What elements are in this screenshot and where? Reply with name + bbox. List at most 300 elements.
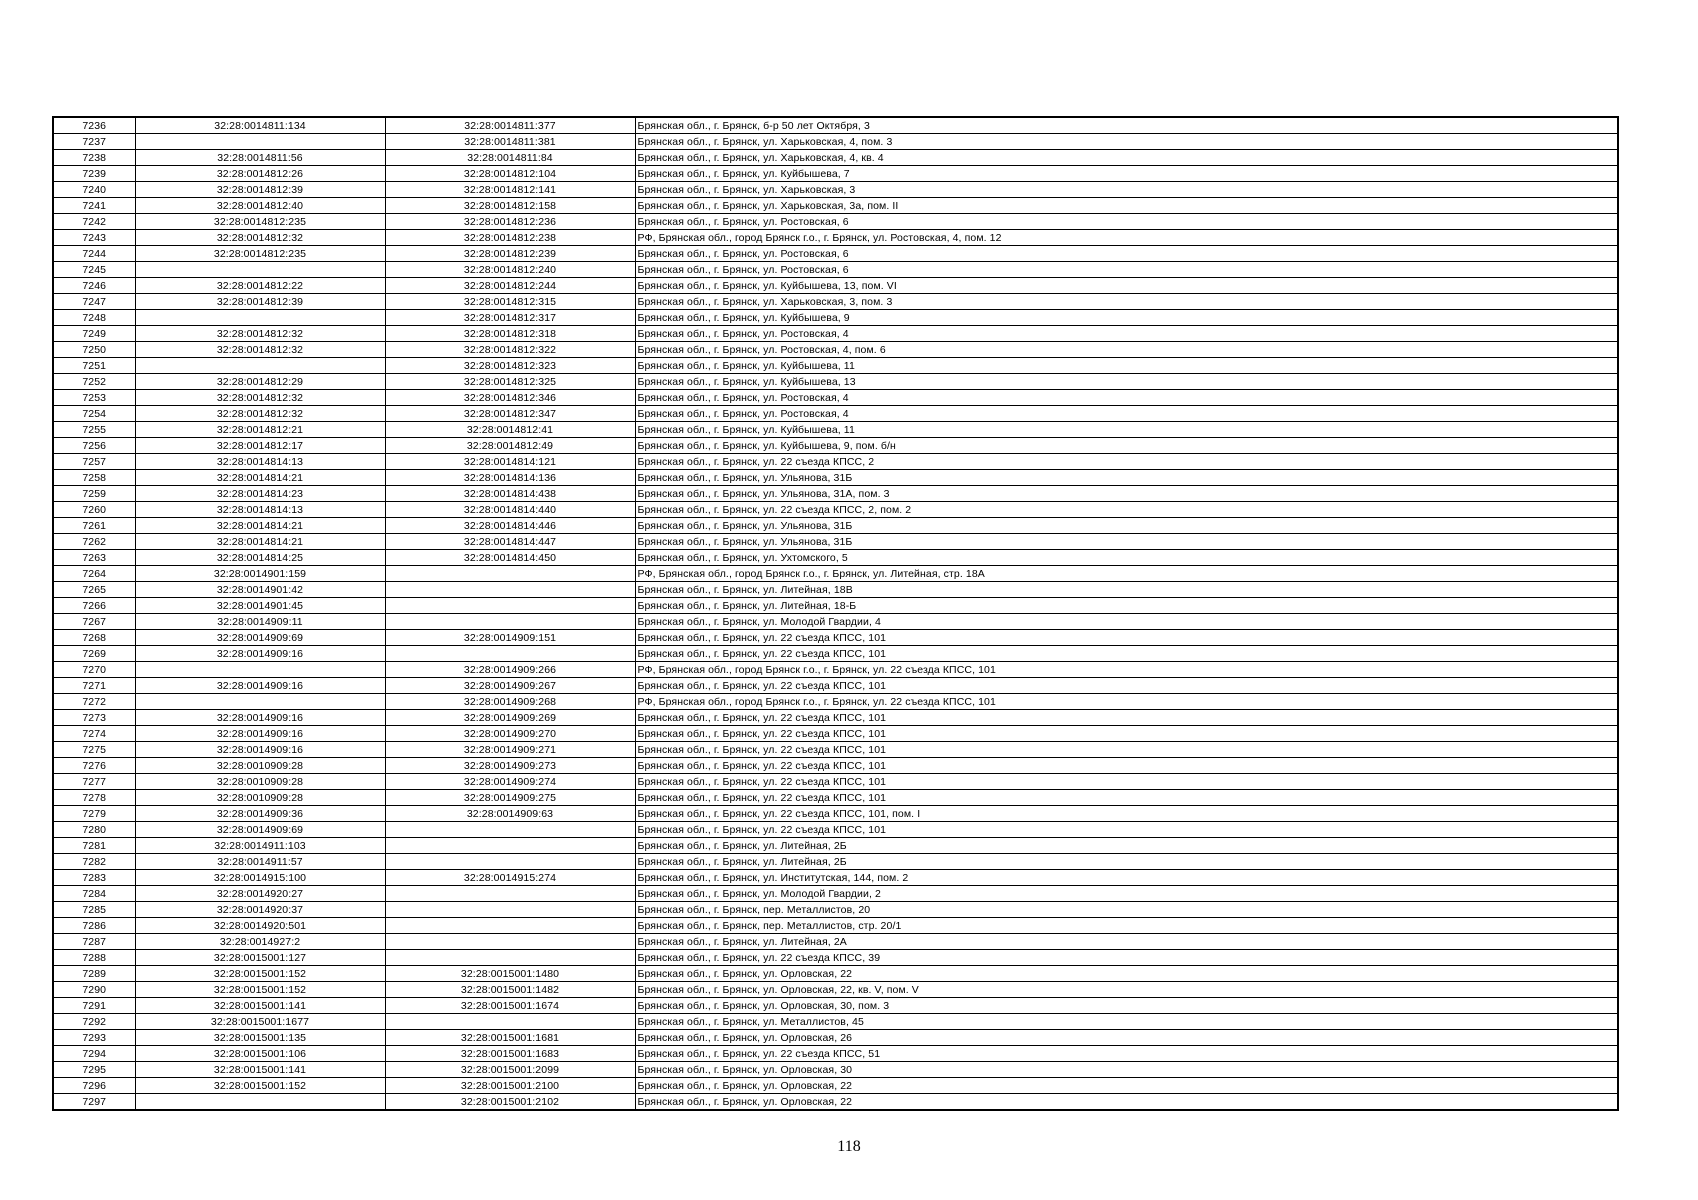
object-number-cell: 32:28:0014812:315 xyxy=(385,294,635,310)
address-cell: Брянская обл., г. Брянск, ул. Ульянова, 31А, пом. 3 xyxy=(635,486,1618,502)
address-cell: Брянская обл., г. Брянск, ул. 22 съезда КПСС, 101 xyxy=(635,646,1618,662)
parcel-number-cell: 32:28:0014909:16 xyxy=(135,710,385,726)
address-cell: Брянская обл., г. Брянск, ул. 22 съезда КПСС, 101 xyxy=(635,630,1618,646)
table-row xyxy=(53,406,1618,422)
object-number-cell: 32:28:0014812:317 xyxy=(385,310,635,326)
parcel-number-cell: 32:28:0014812:235 xyxy=(135,214,385,230)
object-number-cell: 32:28:0014811:377 xyxy=(385,117,635,134)
row-number-cell: 7270 xyxy=(53,662,135,678)
object-number-cell: 32:28:0014811:381 xyxy=(385,134,635,150)
table-row xyxy=(53,854,1618,870)
object-number-cell: 32:28:0015001:1683 xyxy=(385,1046,635,1062)
object-number-cell: 32:28:0014812:238 xyxy=(385,230,635,246)
row-number-cell: 7251 xyxy=(53,358,135,374)
object-number-cell: 32:28:0014909:266 xyxy=(385,662,635,678)
table-row xyxy=(53,1046,1618,1062)
table-row xyxy=(53,838,1618,854)
row-number-cell: 7257 xyxy=(53,454,135,470)
row-number-cell: 7292 xyxy=(53,1014,135,1030)
address-cell: Брянская обл., г. Брянск, ул. Харьковская, 3 xyxy=(635,182,1618,198)
parcel-number-cell: 32:28:0014812:32 xyxy=(135,342,385,358)
table-row xyxy=(53,646,1618,662)
table-row xyxy=(53,790,1618,806)
row-number-cell: 7264 xyxy=(53,566,135,582)
parcel-number-cell: 32:28:0014901:42 xyxy=(135,582,385,598)
parcel-number-cell: 32:28:0014811:134 xyxy=(135,117,385,134)
address-cell: Брянская обл., г. Брянск, ул. Куйбышева, 9 xyxy=(635,310,1618,326)
object-number-cell: 32:28:0015001:1681 xyxy=(385,1030,635,1046)
object-number-cell: 32:28:0014814:440 xyxy=(385,502,635,518)
parcel-number-cell: 32:28:0014901:45 xyxy=(135,598,385,614)
table-row xyxy=(53,662,1618,678)
parcel-number-cell: 32:28:0014927:2 xyxy=(135,934,385,950)
object-number-cell: 32:28:0014909:274 xyxy=(385,774,635,790)
parcel-number-cell: 32:28:0015001:127 xyxy=(135,950,385,966)
object-number-cell xyxy=(385,598,635,614)
row-number-cell: 7272 xyxy=(53,694,135,710)
address-cell: Брянская обл., г. Брянск, ул. Ростовская, 4 xyxy=(635,326,1618,342)
parcel-number-cell: 32:28:0010909:28 xyxy=(135,774,385,790)
address-cell: Брянская обл., г. Брянск, ул. 22 съезда КПСС, 101 xyxy=(635,726,1618,742)
address-cell: Брянская обл., г. Брянск, б-р 50 лет Октября, 3 xyxy=(635,117,1618,134)
object-number-cell: 32:28:0015001:1480 xyxy=(385,966,635,982)
row-number-cell: 7242 xyxy=(53,214,135,230)
row-number-cell: 7252 xyxy=(53,374,135,390)
page-number: 118 xyxy=(837,1138,861,1155)
object-number-cell: 32:28:0014812:240 xyxy=(385,262,635,278)
object-number-cell: 32:28:0014909:63 xyxy=(385,806,635,822)
table-row xyxy=(53,1094,1618,1111)
table-row xyxy=(53,310,1618,326)
row-number-cell: 7280 xyxy=(53,822,135,838)
table-row xyxy=(53,278,1618,294)
parcel-number-cell: 32:28:0014909:36 xyxy=(135,806,385,822)
parcel-number-cell: 32:28:0014909:16 xyxy=(135,646,385,662)
address-cell: Брянская обл., г. Брянск, ул. 22 съезда КПСС, 101 xyxy=(635,758,1618,774)
address-cell: Брянская обл., г. Брянск, ул. Куйбышева, 11 xyxy=(635,358,1618,374)
table-row xyxy=(53,150,1618,166)
address-cell: Брянская обл., г. Брянск, ул. Институтская, 144, пом. 2 xyxy=(635,870,1618,886)
object-number-cell: 32:28:0014909:268 xyxy=(385,694,635,710)
parcel-number-cell: 32:28:0014909:69 xyxy=(135,822,385,838)
address-cell: Брянская обл., г. Брянск, ул. Ростовская, 4, пом. 6 xyxy=(635,342,1618,358)
parcel-number-cell: 32:28:0014812:32 xyxy=(135,326,385,342)
address-cell: РФ, Брянская обл., город Брянск г.о., г. Брянск, ул. Литейная, стр. 18А xyxy=(635,566,1618,582)
row-number-cell: 7294 xyxy=(53,1046,135,1062)
row-number-cell: 7240 xyxy=(53,182,135,198)
parcel-number-cell: 32:28:0014812:39 xyxy=(135,182,385,198)
object-number-cell: 32:28:0014814:446 xyxy=(385,518,635,534)
row-number-cell: 7279 xyxy=(53,806,135,822)
address-cell: Брянская обл., г. Брянск, ул. Куйбышева, 13 xyxy=(635,374,1618,390)
address-cell: Брянская обл., г. Брянск, ул. 22 съезда КПСС, 101 xyxy=(635,710,1618,726)
parcel-number-cell: 32:28:0010909:28 xyxy=(135,758,385,774)
table-row xyxy=(53,582,1618,598)
parcel-number-cell: 32:28:0014920:27 xyxy=(135,886,385,902)
address-cell: Брянская обл., г. Брянск, ул. Орловская, 22 xyxy=(635,966,1618,982)
object-number-cell xyxy=(385,838,635,854)
row-number-cell: 7278 xyxy=(53,790,135,806)
parcel-number-cell: 32:28:0015001:152 xyxy=(135,982,385,998)
row-number-cell: 7282 xyxy=(53,854,135,870)
object-number-cell: 32:28:0014812:346 xyxy=(385,390,635,406)
parcel-number-cell: 32:28:0014812:32 xyxy=(135,390,385,406)
table-row xyxy=(53,726,1618,742)
table-row xyxy=(53,710,1618,726)
parcel-number-cell: 32:28:0014911:103 xyxy=(135,838,385,854)
row-number-cell: 7236 xyxy=(53,117,135,134)
row-number-cell: 7297 xyxy=(53,1094,135,1111)
table-row xyxy=(53,950,1618,966)
table-row xyxy=(53,502,1618,518)
parcel-number-cell: 32:28:0014909:16 xyxy=(135,742,385,758)
row-number-cell: 7249 xyxy=(53,326,135,342)
parcel-number-cell: 32:28:0014812:235 xyxy=(135,246,385,262)
row-number-cell: 7293 xyxy=(53,1030,135,1046)
object-number-cell xyxy=(385,614,635,630)
object-number-cell xyxy=(385,582,635,598)
address-cell: Брянская обл., г. Брянск, ул. 22 съезда КПСС, 101 xyxy=(635,822,1618,838)
parcel-number-cell: 32:28:0014920:501 xyxy=(135,918,385,934)
address-cell: Брянская обл., г. Брянск, ул. 22 съезда КПСС, 101, пом. I xyxy=(635,806,1618,822)
parcel-number-cell xyxy=(135,358,385,374)
table-row xyxy=(53,230,1618,246)
table-row xyxy=(53,678,1618,694)
parcel-number-cell: 32:28:0014812:29 xyxy=(135,374,385,390)
object-number-cell: 32:28:0015001:1482 xyxy=(385,982,635,998)
table-row xyxy=(53,902,1618,918)
object-number-cell: 32:28:0015001:2100 xyxy=(385,1078,635,1094)
parcel-number-cell: 32:28:0014911:57 xyxy=(135,854,385,870)
address-cell: РФ, Брянская обл., город Брянск г.о., г. Брянск, ул. Ростовская, 4, пом. 12 xyxy=(635,230,1618,246)
row-number-cell: 7288 xyxy=(53,950,135,966)
table-row xyxy=(53,390,1618,406)
address-cell: Брянская обл., г. Брянск, ул. 22 съезда КПСС, 39 xyxy=(635,950,1618,966)
table-row xyxy=(53,774,1618,790)
table-row xyxy=(53,294,1618,310)
object-number-cell: 32:28:0014909:273 xyxy=(385,758,635,774)
object-number-cell xyxy=(385,854,635,870)
object-number-cell xyxy=(385,950,635,966)
parcel-number-cell: 32:28:0014814:21 xyxy=(135,534,385,550)
table-row xyxy=(53,630,1618,646)
parcel-number-cell: 32:28:0014812:17 xyxy=(135,438,385,454)
address-cell: Брянская обл., г. Брянск, ул. Ухтомского, 5 xyxy=(635,550,1618,566)
row-number-cell: 7244 xyxy=(53,246,135,262)
row-number-cell: 7296 xyxy=(53,1078,135,1094)
parcel-number-cell: 32:28:0014812:26 xyxy=(135,166,385,182)
row-number-cell: 7290 xyxy=(53,982,135,998)
row-number-cell: 7245 xyxy=(53,262,135,278)
registry-table xyxy=(52,116,1619,1111)
parcel-number-cell xyxy=(135,694,385,710)
table-row xyxy=(53,598,1618,614)
address-cell: Брянская обл., г. Брянск, ул. Орловская, 22, кв. V, пом. V xyxy=(635,982,1618,998)
address-cell: Брянская обл., г. Брянск, ул. Литейная, 2А xyxy=(635,934,1618,950)
row-number-cell: 7276 xyxy=(53,758,135,774)
address-cell: Брянская обл., г. Брянск, ул. Ростовская, 6 xyxy=(635,246,1618,262)
table-row xyxy=(53,198,1618,214)
registry-table-body xyxy=(53,117,1618,1110)
address-cell: Брянская обл., г. Брянск, ул. 22 съезда КПСС, 2, пом. 2 xyxy=(635,502,1618,518)
address-cell: Брянская обл., г. Брянск, ул. Ульянова, 31Б xyxy=(635,534,1618,550)
parcel-number-cell: 32:28:0014909:16 xyxy=(135,678,385,694)
registry-table-container xyxy=(52,116,1619,1111)
row-number-cell: 7259 xyxy=(53,486,135,502)
object-number-cell xyxy=(385,566,635,582)
parcel-number-cell: 32:28:0014812:40 xyxy=(135,198,385,214)
table-row xyxy=(53,694,1618,710)
row-number-cell: 7263 xyxy=(53,550,135,566)
parcel-number-cell: 32:28:0015001:141 xyxy=(135,1062,385,1078)
address-cell: Брянская обл., г. Брянск, ул. Молодой Гвардии, 4 xyxy=(635,614,1618,630)
parcel-number-cell: 32:28:0014920:37 xyxy=(135,902,385,918)
address-cell: Брянская обл., г. Брянск, ул. Харьковская, 4, пом. 3 xyxy=(635,134,1618,150)
row-number-cell: 7266 xyxy=(53,598,135,614)
table-row xyxy=(53,518,1618,534)
address-cell: Брянская обл., г. Брянск, ул. Литейная, 18В xyxy=(635,582,1618,598)
table-row xyxy=(53,182,1618,198)
row-number-cell: 7241 xyxy=(53,198,135,214)
row-number-cell: 7286 xyxy=(53,918,135,934)
parcel-number-cell: 32:28:0014909:11 xyxy=(135,614,385,630)
object-number-cell xyxy=(385,934,635,950)
row-number-cell: 7289 xyxy=(53,966,135,982)
object-number-cell: 32:28:0014812:158 xyxy=(385,198,635,214)
row-number-cell: 7285 xyxy=(53,902,135,918)
parcel-number-cell: 32:28:0014814:21 xyxy=(135,470,385,486)
row-number-cell: 7295 xyxy=(53,1062,135,1078)
table-row xyxy=(53,918,1618,934)
address-cell: Брянская обл., г. Брянск, ул. Орловская, 22 xyxy=(635,1094,1618,1111)
row-number-cell: 7274 xyxy=(53,726,135,742)
object-number-cell xyxy=(385,918,635,934)
row-number-cell: 7255 xyxy=(53,422,135,438)
address-cell: Брянская обл., г. Брянск, пер. Металлистов, 20 xyxy=(635,902,1618,918)
table-row xyxy=(53,326,1618,342)
parcel-number-cell xyxy=(135,1094,385,1111)
parcel-number-cell: 32:28:0014814:13 xyxy=(135,502,385,518)
parcel-number-cell: 32:28:0014814:13 xyxy=(135,454,385,470)
row-number-cell: 7247 xyxy=(53,294,135,310)
table-row xyxy=(53,534,1618,550)
table-row xyxy=(53,758,1618,774)
object-number-cell: 32:28:0014812:244 xyxy=(385,278,635,294)
parcel-number-cell: 32:28:0014812:22 xyxy=(135,278,385,294)
row-number-cell: 7281 xyxy=(53,838,135,854)
address-cell: Брянская обл., г. Брянск, ул. Ростовская, 4 xyxy=(635,406,1618,422)
object-number-cell: 32:28:0014812:49 xyxy=(385,438,635,454)
table-row xyxy=(53,742,1618,758)
parcel-number-cell: 32:28:0014814:25 xyxy=(135,550,385,566)
row-number-cell: 7256 xyxy=(53,438,135,454)
object-number-cell: 32:28:0014814:121 xyxy=(385,454,635,470)
row-number-cell: 7291 xyxy=(53,998,135,1014)
object-number-cell: 32:28:0014909:270 xyxy=(385,726,635,742)
object-number-cell: 32:28:0014909:271 xyxy=(385,742,635,758)
table-row xyxy=(53,134,1618,150)
address-cell: Брянская обл., г. Брянск, ул. Молодой Гвардии, 2 xyxy=(635,886,1618,902)
object-number-cell: 32:28:0014812:325 xyxy=(385,374,635,390)
row-number-cell: 7239 xyxy=(53,166,135,182)
object-number-cell: 32:28:0014814:136 xyxy=(385,470,635,486)
table-row xyxy=(53,342,1618,358)
address-cell: Брянская обл., г. Брянск, ул. Ростовская, 6 xyxy=(635,262,1618,278)
address-cell: Брянская обл., г. Брянск, ул. Ростовская, 4 xyxy=(635,390,1618,406)
row-number-cell: 7267 xyxy=(53,614,135,630)
parcel-number-cell xyxy=(135,662,385,678)
address-cell: Брянская обл., г. Брянск, ул. Ростовская, 6 xyxy=(635,214,1618,230)
object-number-cell: 32:28:0014814:438 xyxy=(385,486,635,502)
table-row xyxy=(53,358,1618,374)
table-row xyxy=(53,422,1618,438)
table-row xyxy=(53,614,1618,630)
table-row xyxy=(53,438,1618,454)
table-row xyxy=(53,166,1618,182)
table-row xyxy=(53,822,1618,838)
address-cell: Брянская обл., г. Брянск, ул. 22 съезда КПСС, 101 xyxy=(635,742,1618,758)
object-number-cell: 32:28:0014812:104 xyxy=(385,166,635,182)
row-number-cell: 7262 xyxy=(53,534,135,550)
object-number-cell xyxy=(385,822,635,838)
table-row xyxy=(53,1014,1618,1030)
row-number-cell: 7238 xyxy=(53,150,135,166)
address-cell: Брянская обл., г. Брянск, ул. Орловская, 30, пом. 3 xyxy=(635,998,1618,1014)
address-cell: Брянская обл., г. Брянск, ул. Орловская, 30 xyxy=(635,1062,1618,1078)
address-cell: Брянская обл., г. Брянск, ул. 22 съезда КПСС, 101 xyxy=(635,790,1618,806)
row-number-cell: 7265 xyxy=(53,582,135,598)
address-cell: Брянская обл., г. Брянск, ул. Ульянова, 31Б xyxy=(635,470,1618,486)
parcel-number-cell: 32:28:0014814:23 xyxy=(135,486,385,502)
row-number-cell: 7275 xyxy=(53,742,135,758)
parcel-number-cell: 32:28:0014814:21 xyxy=(135,518,385,534)
object-number-cell: 32:28:0015001:1674 xyxy=(385,998,635,1014)
object-number-cell: 32:28:0014812:347 xyxy=(385,406,635,422)
table-row xyxy=(53,550,1618,566)
parcel-number-cell: 32:28:0014915:100 xyxy=(135,870,385,886)
address-cell: Брянская обл., г. Брянск, ул. Литейная, 2Б xyxy=(635,838,1618,854)
table-row xyxy=(53,117,1618,134)
object-number-cell: 32:28:0014909:275 xyxy=(385,790,635,806)
table-row xyxy=(53,934,1618,950)
row-number-cell: 7273 xyxy=(53,710,135,726)
address-cell: Брянская обл., г. Брянск, ул. Куйбышева, 13, пом. VI xyxy=(635,278,1618,294)
row-number-cell: 7269 xyxy=(53,646,135,662)
object-number-cell xyxy=(385,646,635,662)
table-row xyxy=(53,470,1618,486)
address-cell: Брянская обл., г. Брянск, ул. Харьковская, 3, пом. 3 xyxy=(635,294,1618,310)
table-row xyxy=(53,1062,1618,1078)
parcel-number-cell: 32:28:0014812:39 xyxy=(135,294,385,310)
table-row xyxy=(53,870,1618,886)
table-row xyxy=(53,486,1618,502)
parcel-number-cell: 32:28:0014812:32 xyxy=(135,230,385,246)
address-cell: Брянская обл., г. Брянск, ул. Орловская, 26 xyxy=(635,1030,1618,1046)
table-row xyxy=(53,966,1618,982)
table-row xyxy=(53,246,1618,262)
address-cell: Брянская обл., г. Брянск, ул. Металлистов, 45 xyxy=(635,1014,1618,1030)
object-number-cell: 32:28:0014811:84 xyxy=(385,150,635,166)
row-number-cell: 7284 xyxy=(53,886,135,902)
row-number-cell: 7250 xyxy=(53,342,135,358)
table-row xyxy=(53,998,1618,1014)
parcel-number-cell: 32:28:0015001:1677 xyxy=(135,1014,385,1030)
parcel-number-cell: 32:28:0015001:135 xyxy=(135,1030,385,1046)
address-cell: Брянская обл., г. Брянск, ул. Харьковская, 3а, пом. II xyxy=(635,198,1618,214)
row-number-cell: 7287 xyxy=(53,934,135,950)
object-number-cell: 32:28:0014909:151 xyxy=(385,630,635,646)
object-number-cell xyxy=(385,886,635,902)
parcel-number-cell: 32:28:0014812:21 xyxy=(135,422,385,438)
parcel-number-cell: 32:28:0015001:141 xyxy=(135,998,385,1014)
object-number-cell: 32:28:0014812:239 xyxy=(385,246,635,262)
address-cell: Брянская обл., г. Брянск, ул. 22 съезда КПСС, 51 xyxy=(635,1046,1618,1062)
address-cell: РФ, Брянская обл., город Брянск г.о., г. Брянск, ул. 22 съезда КПСС, 101 xyxy=(635,694,1618,710)
object-number-cell xyxy=(385,902,635,918)
address-cell: Брянская обл., г. Брянск, ул. Куйбышева, 11 xyxy=(635,422,1618,438)
address-cell: Брянская обл., г. Брянск, ул. Куйбышева, 7 xyxy=(635,166,1618,182)
parcel-number-cell xyxy=(135,262,385,278)
address-cell: Брянская обл., г. Брянск, ул. 22 съезда КПСС, 101 xyxy=(635,774,1618,790)
object-number-cell xyxy=(385,1014,635,1030)
address-cell: Брянская обл., г. Брянск, ул. 22 съезда КПСС, 2 xyxy=(635,454,1618,470)
object-number-cell: 32:28:0014909:267 xyxy=(385,678,635,694)
table-row xyxy=(53,262,1618,278)
address-cell: Брянская обл., г. Брянск, ул. Куйбышева, 9, пом. б/н xyxy=(635,438,1618,454)
object-number-cell: 32:28:0014909:269 xyxy=(385,710,635,726)
parcel-number-cell: 32:28:0015001:152 xyxy=(135,966,385,982)
row-number-cell: 7261 xyxy=(53,518,135,534)
object-number-cell: 32:28:0014812:41 xyxy=(385,422,635,438)
table-row xyxy=(53,374,1618,390)
table-row xyxy=(53,214,1618,230)
object-number-cell: 32:28:0014812:141 xyxy=(385,182,635,198)
parcel-number-cell: 32:28:0014812:32 xyxy=(135,406,385,422)
object-number-cell: 32:28:0015001:2102 xyxy=(385,1094,635,1111)
parcel-number-cell: 32:28:0014909:16 xyxy=(135,726,385,742)
address-cell: Брянская обл., г. Брянск, ул. 22 съезда КПСС, 101 xyxy=(635,678,1618,694)
row-number-cell: 7260 xyxy=(53,502,135,518)
object-number-cell: 32:28:0015001:2099 xyxy=(385,1062,635,1078)
parcel-number-cell xyxy=(135,134,385,150)
object-number-cell: 32:28:0014915:274 xyxy=(385,870,635,886)
table-row xyxy=(53,454,1618,470)
parcel-number-cell: 32:28:0015001:152 xyxy=(135,1078,385,1094)
parcel-number-cell xyxy=(135,310,385,326)
parcel-number-cell: 32:28:0015001:106 xyxy=(135,1046,385,1062)
row-number-cell: 7283 xyxy=(53,870,135,886)
table-row xyxy=(53,566,1618,582)
row-number-cell: 7271 xyxy=(53,678,135,694)
row-number-cell: 7237 xyxy=(53,134,135,150)
row-number-cell: 7243 xyxy=(53,230,135,246)
object-number-cell: 32:28:0014812:323 xyxy=(385,358,635,374)
address-cell: Брянская обл., г. Брянск, ул. Ульянова, 31Б xyxy=(635,518,1618,534)
table-row xyxy=(53,806,1618,822)
parcel-number-cell: 32:28:0014811:56 xyxy=(135,150,385,166)
parcel-number-cell: 32:28:0010909:28 xyxy=(135,790,385,806)
object-number-cell: 32:28:0014814:450 xyxy=(385,550,635,566)
row-number-cell: 7254 xyxy=(53,406,135,422)
parcel-number-cell: 32:28:0014901:159 xyxy=(135,566,385,582)
table-row xyxy=(53,1078,1618,1094)
row-number-cell: 7258 xyxy=(53,470,135,486)
row-number-cell: 7246 xyxy=(53,278,135,294)
object-number-cell: 32:28:0014814:447 xyxy=(385,534,635,550)
object-number-cell: 32:28:0014812:322 xyxy=(385,342,635,358)
address-cell: Брянская обл., г. Брянск, ул. Харьковская, 4, кв. 4 xyxy=(635,150,1618,166)
address-cell: Брянская обл., г. Брянск, ул. Литейная, 2Б xyxy=(635,854,1618,870)
